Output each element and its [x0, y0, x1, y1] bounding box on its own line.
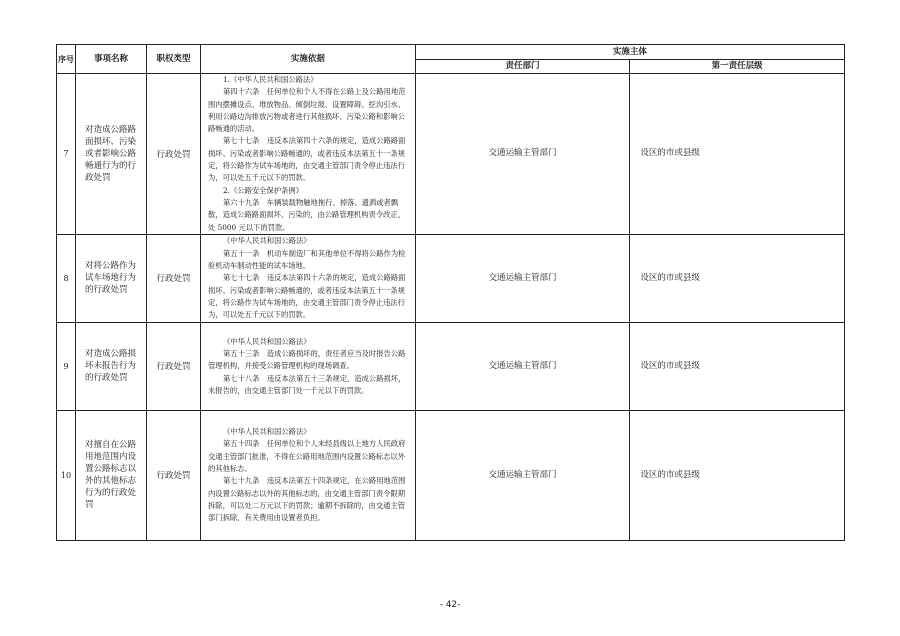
row-dept: 交通运输主管部门 — [415, 322, 630, 410]
row-basis — [201, 234, 416, 322]
header-type: 职权类型 — [147, 45, 201, 74]
header-dept: 责任部门 — [415, 60, 630, 74]
row-type: 行政处罚 — [147, 234, 201, 322]
row-level: 设区的市或县级 — [630, 234, 845, 322]
row-name: 对造成公路损坏未报告行为的行政处罚 — [76, 322, 147, 410]
row-name: 对擅自在公路用地范围内设置公路标志以外的其他标志行为的行政处罚 — [76, 410, 147, 540]
header-level: 第一责任层级 — [630, 60, 845, 74]
header-name: 事项名称 — [76, 45, 147, 74]
basis-line: 第七十七条 违反本法第四十六条的规定，造成公路路面损坏、污染或者影响公路畅通的，或者违反本法第五十一条规定，将公路作为试车场地的，由交通主管部门责令停止违法行为，可以处五千元以下的罚款。 — [208, 136, 406, 183]
basis-line: 第五十三条 造成公路损坏的，责任者应当及时报告公路管理机构，并接受公路管理机构的现场调查。 — [208, 348, 406, 371]
basis-line: 《中华人民共和国公路法》 — [223, 236, 311, 246]
row-dept: 交通运输主管部门 — [415, 74, 630, 235]
basis-line: 第七十七条 违反本法第四十六条的规定，造成公路路面损坏、污染或者影响公路畅通的，或者违反本法第五十一条规定，将公路作为试车场地的，由交通主管部门责令停止违法行为，可以处五千元以下的罚款。 — [208, 273, 406, 320]
basis-line: 1.《中华人民共和国公路法》 — [223, 75, 318, 84]
row-dept: 交通运输主管部门 — [415, 410, 630, 540]
table-row — [57, 322, 845, 410]
header-basis: 实施依据 — [201, 45, 416, 74]
table-row — [57, 234, 845, 322]
basis-line: 第五十一条 机动车制造厂和其他单位不得将公路作为检验机动车制动性能的试车场地。 — [208, 248, 406, 270]
row-no: 7 — [57, 74, 76, 235]
row-basis — [201, 74, 416, 235]
row-no: 8 — [57, 234, 76, 322]
row-dept: 交通运输主管部门 — [415, 234, 630, 322]
row-level: 设区的市或县级 — [630, 74, 845, 235]
basis-line: 第四十六条 任何单位和个人不得在公路上及公路用地范围内摆摊设点、堆放物品、倾倒垃圾、设置障碍、挖沟引水、利用公路边沟排放污物或者进行其他损坏、污染公路和影响公路畅通的活动。 — [208, 87, 406, 134]
header-no: 序号 — [57, 45, 76, 74]
row-basis — [201, 322, 416, 410]
row-level: 设区的市或县级 — [630, 410, 845, 540]
row-type: 行政处罚 — [147, 74, 201, 235]
basis-line: 《中华人民共和国公路法》 — [223, 427, 311, 437]
row-name: 对将公路作为试车场地行为的行政处罚 — [76, 234, 147, 322]
basis-line: 第七十九条 违反本法第五十四条规定，在公路用地范围内设置公路标志以外的其他标志的，由交通主管部门责令限期拆除，可以处二万元以下的罚款；逾期不拆除的，由交通主管部门拆除，有关费用由设置者负担。 — [208, 476, 406, 523]
basis-line: 第七十八条 违反本法第五十三条规定，造成公路损坏，未报告的，由交通主管部门处一千元以下的罚款。 — [208, 373, 406, 395]
enforcement-table — [56, 44, 845, 541]
basis-line: 《中华人民共和国公路法》 — [223, 336, 311, 346]
row-type: 行政处罚 — [147, 410, 201, 540]
table-row — [57, 410, 845, 540]
row-no: 9 — [57, 322, 76, 410]
row-basis — [201, 410, 416, 540]
basis-line: 第六十九条 车辆装载物触地拖行、掉落、遗洒或者飘散，造成公路路面损坏、污染的，由公路管理机构责令改正，处 5000 元以下的罚款。 — [208, 197, 406, 232]
header-subject: 实施主体 — [415, 45, 844, 60]
row-name: 对造成公路路面损坏、污染或者影响公路畅通行为的行政处罚 — [76, 74, 147, 235]
basis-line: 第五十四条 任何单位和个人未经县级以上地方人民政府交通主管部门批准，不得在公路用地范围内设置公路标志以外的其他标志。 — [208, 439, 406, 474]
page-number: - 42- — [439, 600, 461, 610]
row-type: 行政处罚 — [147, 322, 201, 410]
row-level: 设区的市或县级 — [630, 322, 845, 410]
table-row — [57, 74, 845, 235]
row-no: 10 — [57, 410, 76, 540]
basis-line: 2.《公路安全保护条例》 — [223, 185, 303, 195]
